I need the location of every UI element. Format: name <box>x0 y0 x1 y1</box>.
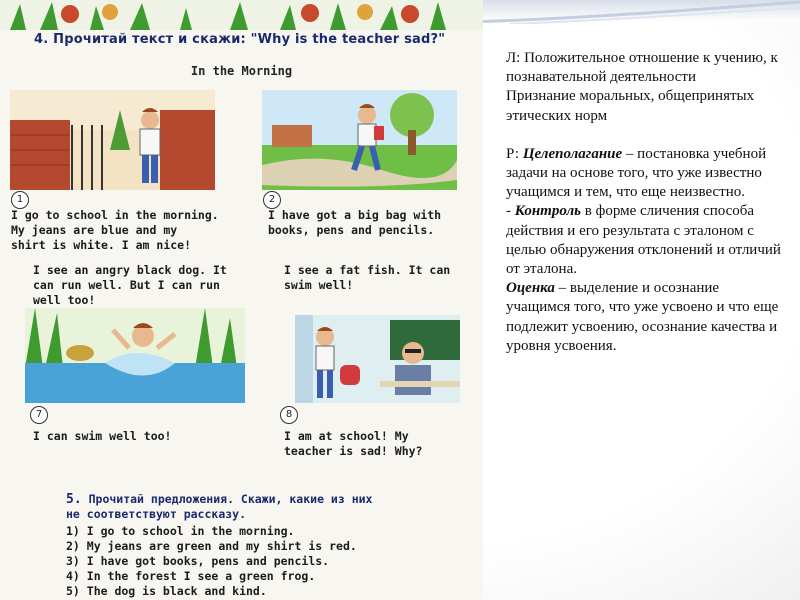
goal-text: – постановка учебной задачи на основе того, что уже известно учащимся и тем, что еще неизвестно. <box>506 145 767 201</box>
personal-label: Л: <box>506 50 521 66</box>
exercise-5-title-line2: не соответствуют рассказу. <box>66 507 247 521</box>
moral-norms: Признание моральных, общепринятых этических норм <box>506 88 755 124</box>
exercise-4-title: 4. Прочитай текст и скажи: "Why is the teacher sad?" <box>34 32 446 47</box>
exercise-5-item: 5) The dog is black and kind. <box>66 584 267 598</box>
panel-2-caption: I have got a big bag with books, pens and pencils. <box>268 208 442 237</box>
panel-dog-caption: I see an angry black dog. It can run well. But I can run well too! <box>33 263 227 307</box>
exercise-5-item: 4) In the forest I see a green frog. <box>66 569 316 583</box>
exercise-5-item: 1) I go to school in the morning. <box>66 524 295 538</box>
top-swoosh-decoration <box>470 0 800 24</box>
story-title: In the Morning <box>190 64 293 78</box>
control-prefix: - <box>506 203 515 220</box>
panel-2-number: 2 <box>263 191 281 209</box>
control-text: в форме сличения способа действия и его результата с эталоном с целью обнаружения отклонений и отличий от эталона. <box>506 203 781 278</box>
regulatory-goal <box>506 145 781 203</box>
spacer <box>506 126 781 145</box>
textbook-top-illustration <box>0 0 483 30</box>
panel-8-caption: I am at school! My teacher is sad! Why? <box>284 429 423 458</box>
panel-2-illustration <box>262 90 457 190</box>
panel-fish-caption: I see a fat fish. It can swim well! <box>284 263 451 292</box>
panel-7-number: 7 <box>30 406 48 424</box>
personal-text: Положительное отношение к учению, к познавательной деятельности <box>506 50 778 86</box>
assessment-text: – выделение и осознание учащимся того, что уже усвоено и что еще подлежит усвоению, осознание качества и уровня усвоения. <box>506 280 779 354</box>
assessment-term: Оценка <box>506 280 555 297</box>
exercise-5-list <box>66 524 476 599</box>
panel-7-illustration <box>25 308 245 403</box>
regulatory-control <box>506 202 781 279</box>
regulatory-label: Р: <box>506 145 523 162</box>
panel-8-number: 8 <box>280 406 298 424</box>
exercise-5-number: 5. <box>66 492 82 507</box>
exercise-5-title-line1: Прочитай предложения. Скажи, какие из них <box>88 492 373 506</box>
panel-1-caption: I go to school in the morning. My jeans are blue and my shirt is white. I am nice! <box>11 208 219 252</box>
panel-1-number: 1 <box>11 191 29 209</box>
uud-notes <box>506 49 781 356</box>
personal-uud <box>506 49 781 87</box>
panel-8-illustration <box>295 315 460 403</box>
exercise-5-item: 3) I have got books, pens and pencils. <box>66 554 330 568</box>
panel-7-caption: I can swim well too! <box>33 429 172 443</box>
panel-1-illustration <box>10 90 215 190</box>
exercise-5-title <box>66 492 476 522</box>
goal-term: Целеполагание <box>522 145 623 162</box>
exercise-5 <box>66 492 476 599</box>
control-term: Контроль <box>514 203 582 220</box>
regulatory-assessment <box>506 279 781 356</box>
exercise-5-item: 2) My jeans are green and my shirt is red. <box>66 539 357 553</box>
